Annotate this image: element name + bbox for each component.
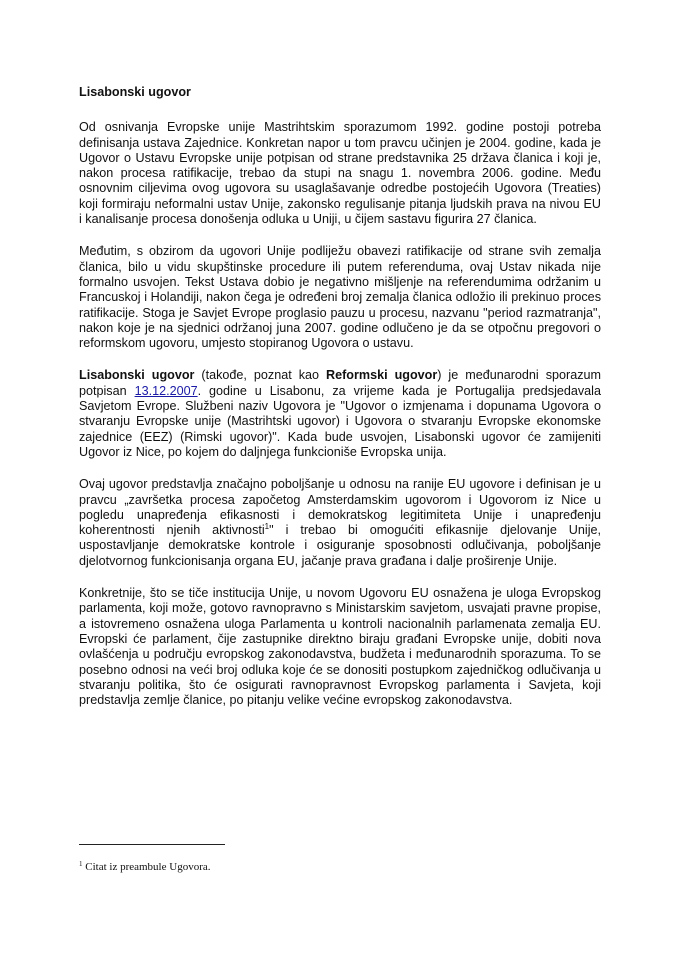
paragraph-1: Od osnivanja Evropske unije Mastrihtskim sporazumom 1992. godine postoji potreba definisanja ustava Zajednice. Konkretan napor u tom pravcu učinjen je 2004. godine, kada je Ugovor o Ustavu Evropske unije potpisan od strane predstavnika 25 država članica i koji je, nakon procesa ratifikacije, trebao da stupi na snagu 1. novembra 2006. godine. Među osnovnim ciljevima ovog ugovora su usaglašavanje odredbe postojećih Ugovora (Treaties) koji formiraju neformalni ustav Unije, zakonsko regulisanje pitanja ljudskih prava na nivou EU i kanalisanje procesa donošenja odluka u Uniji, u čijem sastavu figurira 27 članica. xyxy=(79,120,601,227)
footnote-text: Citat iz preambule Ugovora. xyxy=(82,861,211,873)
footnote-reference[interactable]: 1 xyxy=(264,522,270,532)
paragraph-5: Konkretnije, što se tiče institucija Unije, u novom Ugovoru EU osnažena je uloga Evropskog parlamenta, koji može, gotovo ravnopravno s Ministarskim savjetom, usvajati pravne propise, a istovremeno osnažena uloga Parlamenta u kontroli nacionalnih parlamenata zemalja EU. Evropski će parlament, čije zastupnike direktno biraju građani Evropske unije, dobiti nova ovlašćenja u području evropskog zakonodavstva, budžeta i međunarodnih sporazuma. To se posebno odnosi na veći broj odluka koje će se donositi postupkom zajedničkog odlučivanja u stvaranju politika, što će osigurati ravnopravnost Evropskog parlamenta i Savjeta, koji predstavlja zemlje članice, po pitanju velike većine evropskog zakonodavstva. xyxy=(79,586,601,708)
paragraph-4 xyxy=(79,477,601,569)
paragraph-4-text-1: Ovaj ugovor predstavlja značajno poboljšanje u odnosu na ranije EU ugovore i definisan je u pravcu „završetka procesa započetog Amsterdamskim ugovorom i Ugovorom iz Nice u pogledu unapređenja efikasnosti i demokratskog legitimiteta Unije i unapređenju koherentnosti njenih aktivnosti xyxy=(79,477,601,538)
paragraph-3-text-2: ) je međunarodni sporazum potpisan xyxy=(79,368,601,398)
bold-term-lisabonski-ugovor: Lisabonski ugovor xyxy=(79,368,195,383)
footnote xyxy=(79,861,211,874)
paragraph-3 xyxy=(79,368,601,460)
footnote-separator xyxy=(79,844,225,845)
date-link[interactable]: 13.12.2007 xyxy=(134,383,198,398)
paragraph-3-text-3: . godine u Lisabonu, za vrijeme kada je Portugalija predsjedavala Savjetom Evrope. Službeni naziv Ugovora je "Ugovor o izmjenama i dopunama Ugovora o stvaranju Evropske unije (Mastrihtski ugovor) i Ugovora o stvaranju Evropske ekonomske zajednice (EEZ) (Rimski ugovor)". Kada bude usvojen, Lisabonski ugovor će zamijeniti Ugovor iz Nice, po kojem do daljnjega funkcioniše Evropska unija. xyxy=(79,383,601,459)
bold-term-reformski-ugovor: Reformski ugovor xyxy=(326,368,438,383)
footnote-number: 1 xyxy=(79,860,83,868)
paragraph-3-text-1: (takođe, poznat kao xyxy=(194,368,326,383)
document-title: Lisabonski ugovor xyxy=(79,85,191,99)
paragraph-4-text-2: " i trebao bi omogućiti efikasnije djelovanje Unije, uspostavljanje demokratske kontrole i osiguranje sposobnosti odlučivanja, poboljšanje djelotvornog funkcionisanja organa EU, jačanje prava građana i dalje proširenje Unije. xyxy=(79,523,602,568)
paragraph-2: Međutim, s obzirom da ugovori Unije podliježu obavezi ratifikacije od strane svih zemalja članica, bilo u vidu skupštinske procedure ili putem referenduma, ovaj Ustav nikada nije formalno usvojen. Tekst Ustava dobio je negativno mišljenje na referendumima održanim u Francuskoj i Holandiji, nakon čega je određeni broj zemalja članica odložio ili prekinuo proces ratifikacije. Stoga je Savjet Evrope proglasio pauzu u procesu, nazvanu "period razmatranja", nakon koje je na sjednici održanoj juna 2007. godine odlučeno je da se otpočnu pregovori o reformskom ugovoru, umjesto stopiranog Ugovora o ustavu. xyxy=(79,244,601,351)
document-body xyxy=(79,85,601,708)
